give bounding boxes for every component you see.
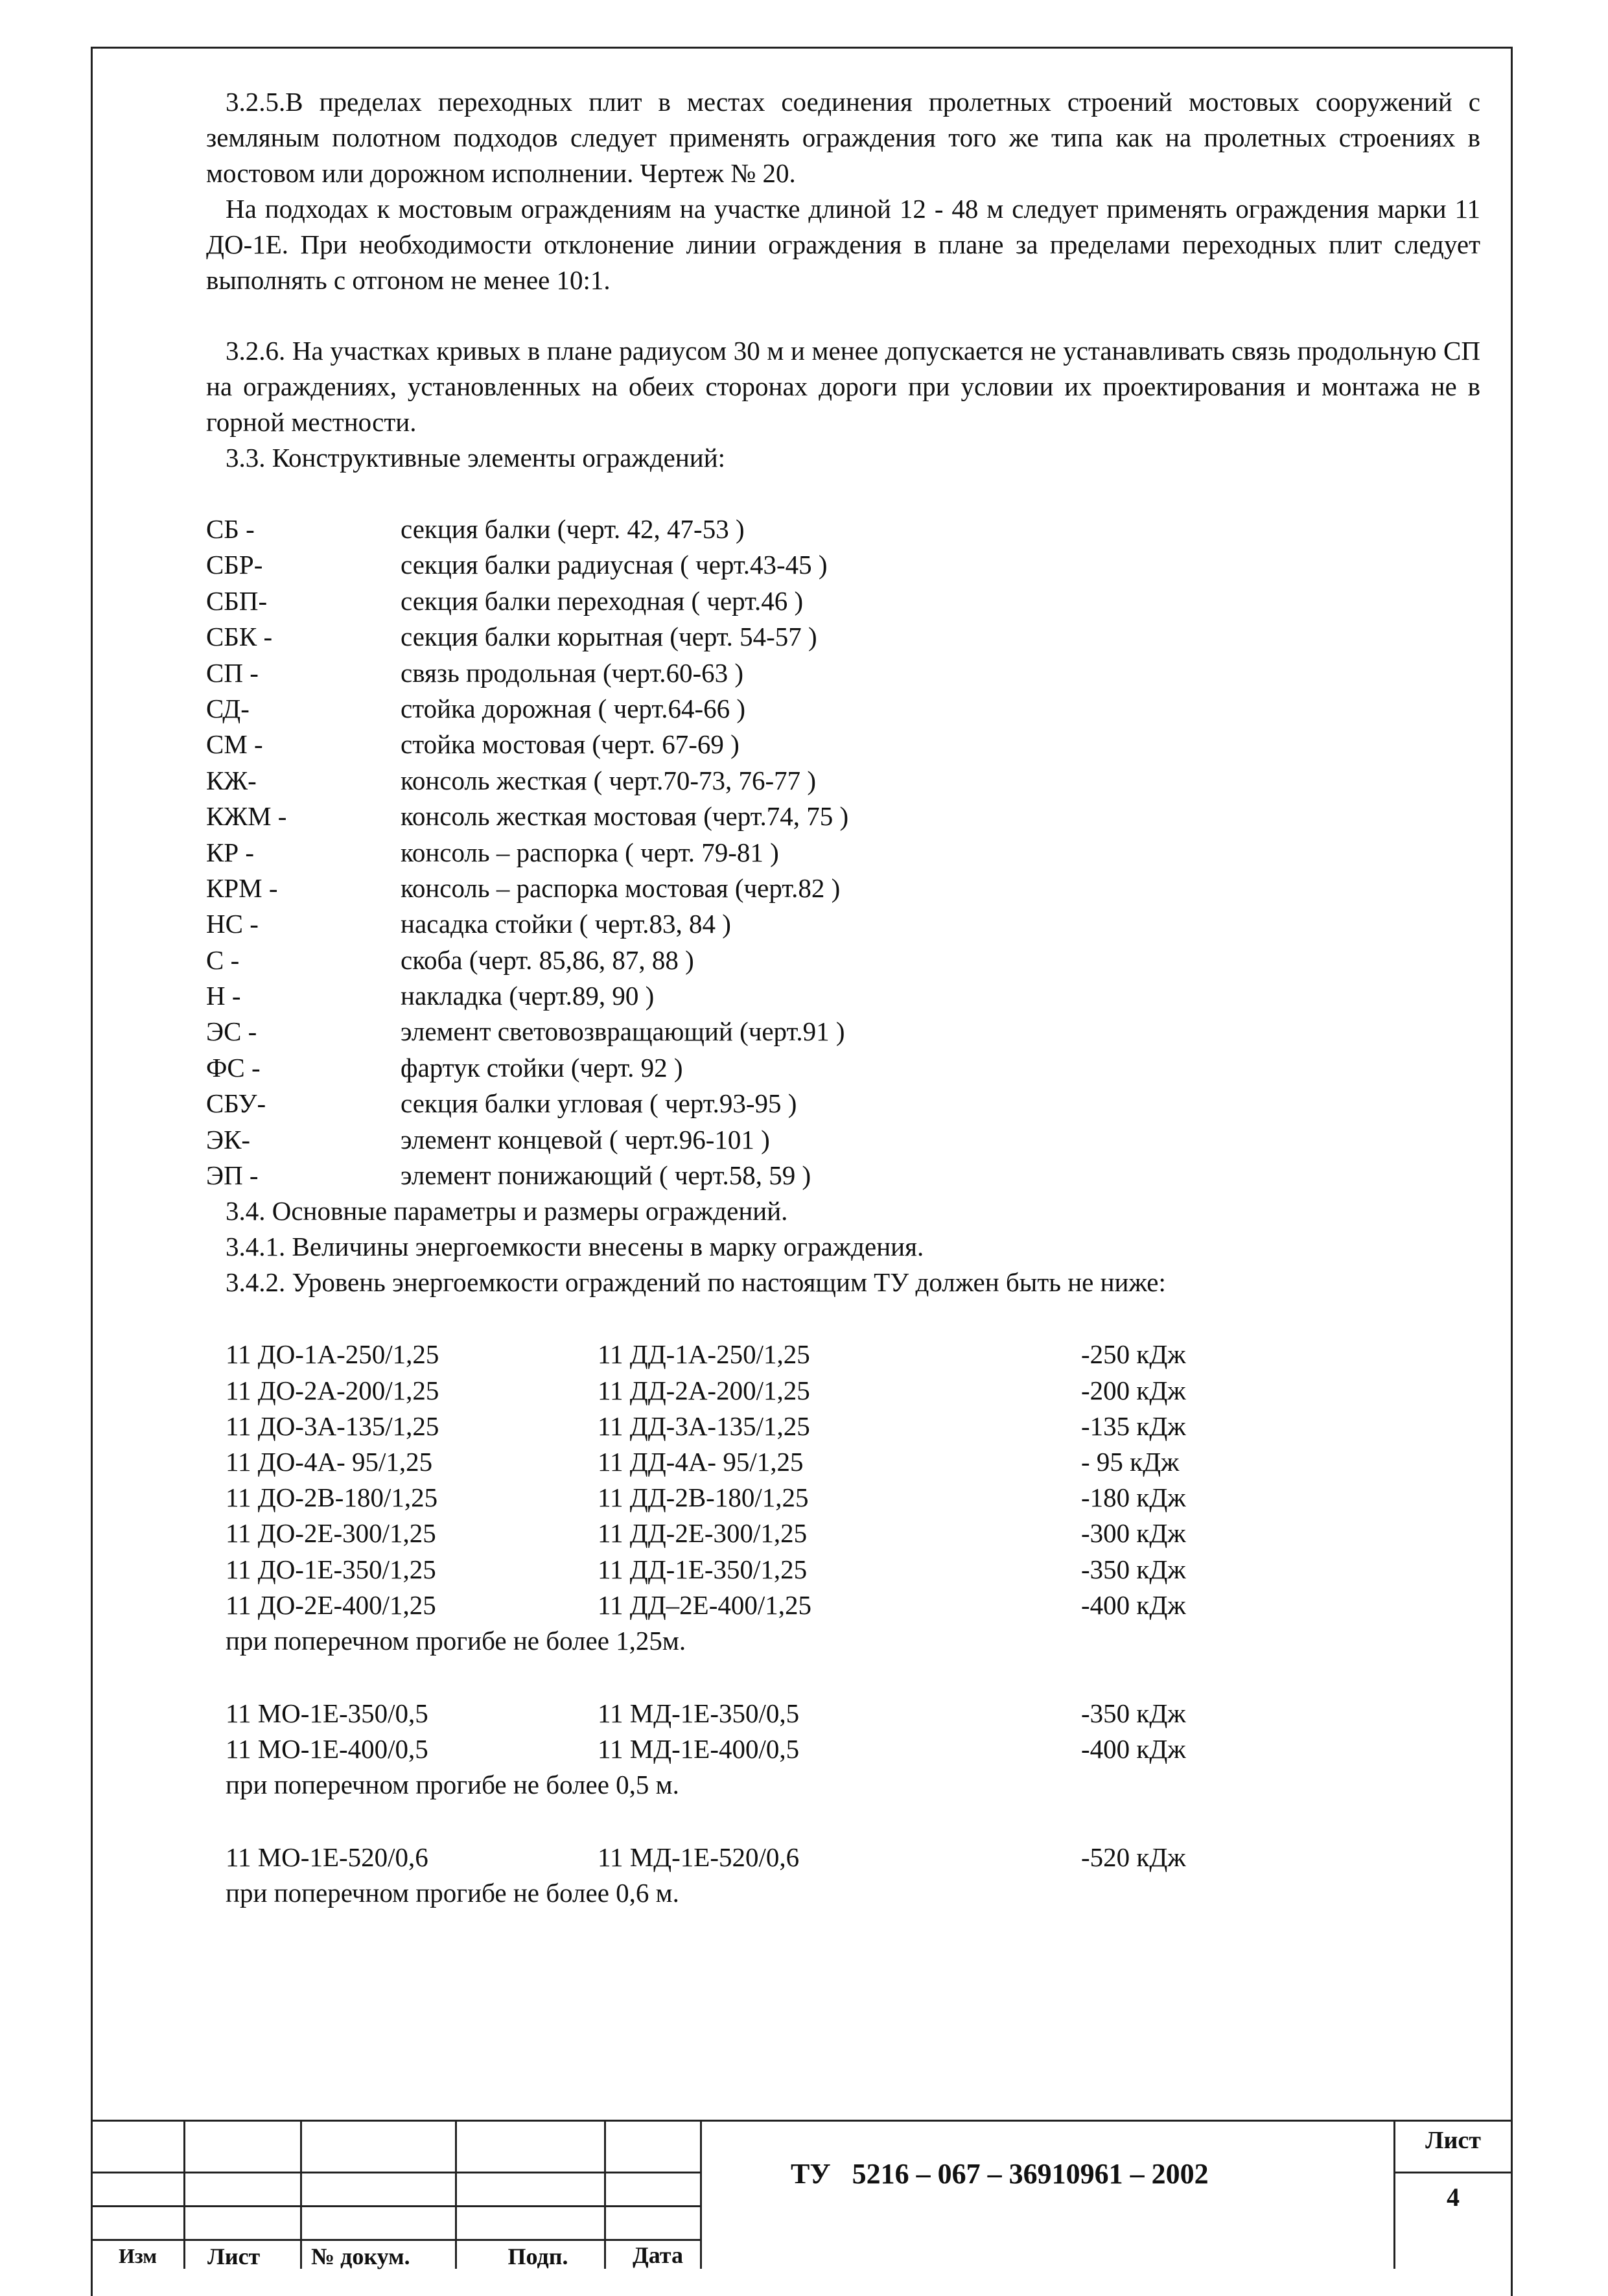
element-code: СБК - [206,622,273,652]
element-row [206,799,1480,834]
title-block-col-line [183,2120,185,2269]
element-description: связь продольная (черт.60-63 ) [401,657,744,688]
barrier-grade-two-side: 11 ДД-1Е-350/1,25 [598,1554,808,1584]
energy-row [206,1840,1480,1875]
energy-value: -250 кДж [1081,1339,1186,1370]
element-row [206,691,1480,727]
barrier-grade-one-side: 11 ДО-3А-135/1,25 [226,1411,439,1441]
element-description: накладка (черт.89, 90 ) [401,981,655,1011]
barrier-grade-two-side: 11 ДД-2Е-300/1,25 [598,1518,808,1549]
label-doc-number: № докум. [311,2243,410,2269]
element-row [206,835,1480,871]
title-block-top-border [91,2120,1513,2122]
elements-list [206,511,1480,1193]
element-code: СБУ- [206,1088,266,1119]
barrier-grade-one-side: 11 МО-1Е-400/0,5 [226,1734,428,1764]
energy-value: -520 кДж [1081,1842,1186,1873]
barrier-grade-one-side: 11 ДО-1Е-350/1,25 [226,1554,436,1584]
title-block [91,2120,1513,2269]
element-description: консоль – распорка мостовая (черт.82 ) [401,873,841,903]
energy-row [206,1444,1480,1480]
energy-row [206,1552,1480,1587]
energy-table-road [206,1337,1480,1659]
deflection-note: при поперечном прогибе не более 1,25м. [226,1625,686,1656]
element-description: стойка дорожная ( черт.64-66 ) [401,693,745,723]
sheet-number: 4 [1447,2183,1460,2212]
energy-row [206,1516,1480,1551]
element-code: Н - [206,981,241,1011]
deflection-note: при поперечном прогибе не более 0,5 м. [226,1770,679,1800]
element-description: секция балки угловая ( черт.93-95 ) [401,1088,797,1119]
element-description: элемент световозвращающий (черт.91 ) [401,1016,845,1047]
barrier-grade-one-side: 11 ДО-2Е-400/1,25 [226,1589,436,1620]
document-body [206,84,1480,1912]
element-code: КЖМ - [206,801,287,832]
element-description: элемент концевой ( черт.96-101 ) [401,1124,770,1154]
element-code: СМ - [206,729,263,760]
barrier-grade-two-side: 11 МД-1Е-520/0,6 [598,1842,800,1873]
barrier-grade-two-side: 11 ДД–2Е-400/1,25 [598,1589,812,1620]
energy-value: -400 кДж [1081,1734,1186,1764]
heading-3-4: 3.4. Основные параметры и размеры ограждений. [226,1196,788,1226]
paragraph-3-4-1: 3.4.1. Величины энергоемкости внесены в марку ограждения. [226,1232,924,1262]
barrier-grade-one-side: 11 ДО-2В-180/1,25 [226,1482,438,1513]
barrier-grade-one-side: 11 МО-1Е-350/0,5 [226,1698,428,1728]
barrier-grade-one-side: 11 ДО-1А-250/1,25 [226,1339,439,1370]
element-row [206,763,1480,799]
energy-value: -300 кДж [1081,1518,1186,1549]
energy-value: -135 кДж [1081,1411,1186,1441]
element-code: С - [206,944,240,975]
deflection-note: при поперечном прогибе не более 0,6 м. [226,1878,679,1908]
element-description: секция балки корытная (черт. 54-57 ) [401,622,817,652]
energy-value: -180 кДж [1081,1482,1186,1513]
element-row [206,511,1480,547]
element-description: секция балки (черт. 42, 47-53 ) [401,514,745,544]
energy-value: -400 кДж [1081,1589,1186,1620]
barrier-grade-two-side: 11 МД-1Е-400/0,5 [598,1734,800,1764]
element-row [206,871,1480,906]
element-code: СД- [206,693,250,723]
element-row [206,547,1480,583]
barrier-grade-two-side: 11 ДД-2В-180/1,25 [598,1482,809,1513]
energy-row [206,1696,1480,1731]
barrier-grade-two-side: 11 ДД-3А-135/1,25 [598,1411,810,1441]
barrier-grade-two-side: 11 ДД-2А-200/1,25 [598,1375,810,1405]
label-izm: Изм [118,2244,157,2267]
element-description: консоль – распорка ( черт. 79-81 ) [401,837,779,867]
element-row [206,1050,1480,1086]
barrier-grade-two-side: 11 ДД-4А- 95/1,25 [598,1446,804,1477]
title-block-row-line [91,2172,700,2173]
barrier-grade-one-side: 11 ДО-2Е-300/1,25 [226,1518,436,1549]
element-code: НС - [206,909,259,939]
energy-row [206,1409,1480,1444]
barrier-grade-one-side: 11 ДО-2А-200/1,25 [226,1375,439,1405]
element-description: фартук стойки (черт. 92 ) [401,1052,683,1083]
element-row [206,583,1480,619]
title-block-col-line [300,2120,302,2269]
element-description: скоба (черт. 85,86, 87, 88 ) [401,944,694,975]
element-row [206,906,1480,942]
element-description: стойка мостовая (черт. 67-69 ) [401,729,740,760]
element-row [206,1086,1480,1121]
energy-table-bridge-0-6 [206,1840,1480,1912]
element-code: ЭС - [206,1016,257,1047]
element-row [206,619,1480,655]
label-signature: Подп. [507,2243,568,2269]
barrier-grade-one-side: 11 МО-1Е-520/0,6 [226,1842,428,1873]
element-description: секция балки переходная ( черт.46 ) [401,585,804,616]
title-block-col-line [604,2120,606,2269]
label-list: Лист [207,2243,261,2269]
energy-value: -350 кДж [1081,1698,1186,1728]
element-code: КРМ - [206,873,278,903]
element-description: консоль жесткая ( черт.70-73, 76-77 ) [401,765,817,795]
title-block-col-line [700,2120,702,2269]
energy-table-bridge-0-5 [206,1696,1480,1803]
energy-value: -200 кДж [1081,1375,1186,1405]
element-row [206,1158,1480,1193]
energy-row [206,1587,1480,1623]
element-row [206,1014,1480,1049]
energy-row [206,1337,1480,1372]
element-row [206,978,1480,1014]
element-description: элемент понижающий ( черт.58, 59 ) [401,1160,811,1191]
element-row [206,1122,1480,1158]
element-row [206,655,1480,691]
title-block-col-line [455,2120,457,2269]
element-row [206,943,1480,978]
title-block-row-line [91,2239,700,2241]
energy-row [206,1480,1480,1516]
label-date: Дата [633,2242,683,2268]
energy-row [206,1373,1480,1409]
element-code: КР - [206,837,255,867]
barrier-grade-two-side: 11 МД-1Е-350/0,5 [598,1698,800,1728]
element-code: ЭП - [206,1160,259,1191]
element-code: СБ - [206,514,255,544]
paragraph-3-4-2: 3.4.2. Уровень энергоемкости ограждений по настоящим ТУ должен быть не ниже: [226,1267,1166,1298]
energy-value: -350 кДж [1081,1554,1186,1584]
barrier-grade-two-side: 11 ДД-1А-250/1,25 [598,1339,810,1370]
title-block-row-line [91,2205,700,2207]
energy-row [206,1731,1480,1767]
element-row [206,727,1480,762]
paragraph-3-2-6: 3.2.6. На участках кривых в плане радиусом 30 м и менее допускается не устанавливать связь продольную СП на ограждениях, установленных на обеих сторонах дороги при условии их проектирования и монтажа не в горной местности. [206,336,1480,437]
element-description: консоль жесткая мостовая (черт.74, 75 ) [401,801,849,832]
element-description: секция балки радиусная ( черт.43-45 ) [401,550,828,580]
element-code: СБП- [206,585,268,616]
energy-value: - 95 кДж [1081,1446,1180,1477]
element-code: ФС - [206,1052,261,1083]
barrier-grade-one-side: 11 ДО-4А- 95/1,25 [226,1446,433,1477]
heading-3-3: 3.3. Конструктивные элементы ограждений: [226,443,726,473]
element-code: СП - [206,657,259,688]
paragraph-3-2-5-approaches: На подходах к мостовым ограждениям на участке длиной 12 - 48 м следует применять ограждения марки 11 ДО-1Е. При необходимости отклонение линии ограждения в плане за пределами переходных плит следует выполнять с отгоном не менее 10:1. [206,194,1480,295]
sheet-label: Лист [1425,2127,1481,2154]
element-code: СБР- [206,550,263,580]
paragraph-3-2-5: 3.2.5.В пределах переходных плит в местах соединения пролетных строений мостовых сооружений с земляным полотном подходов следует применять ограждения того же типа как на пролетных строениях в мостовом или дорожном исполнении. Чертеж № 20. [206,87,1480,188]
element-description: насадка стойки ( черт.83, 84 ) [401,909,731,939]
document-code: ТУ 5216 – 067 – 36910961 – 2002 [791,2158,1209,2190]
element-code: ЭК- [206,1124,251,1154]
element-code: КЖ- [206,765,257,795]
